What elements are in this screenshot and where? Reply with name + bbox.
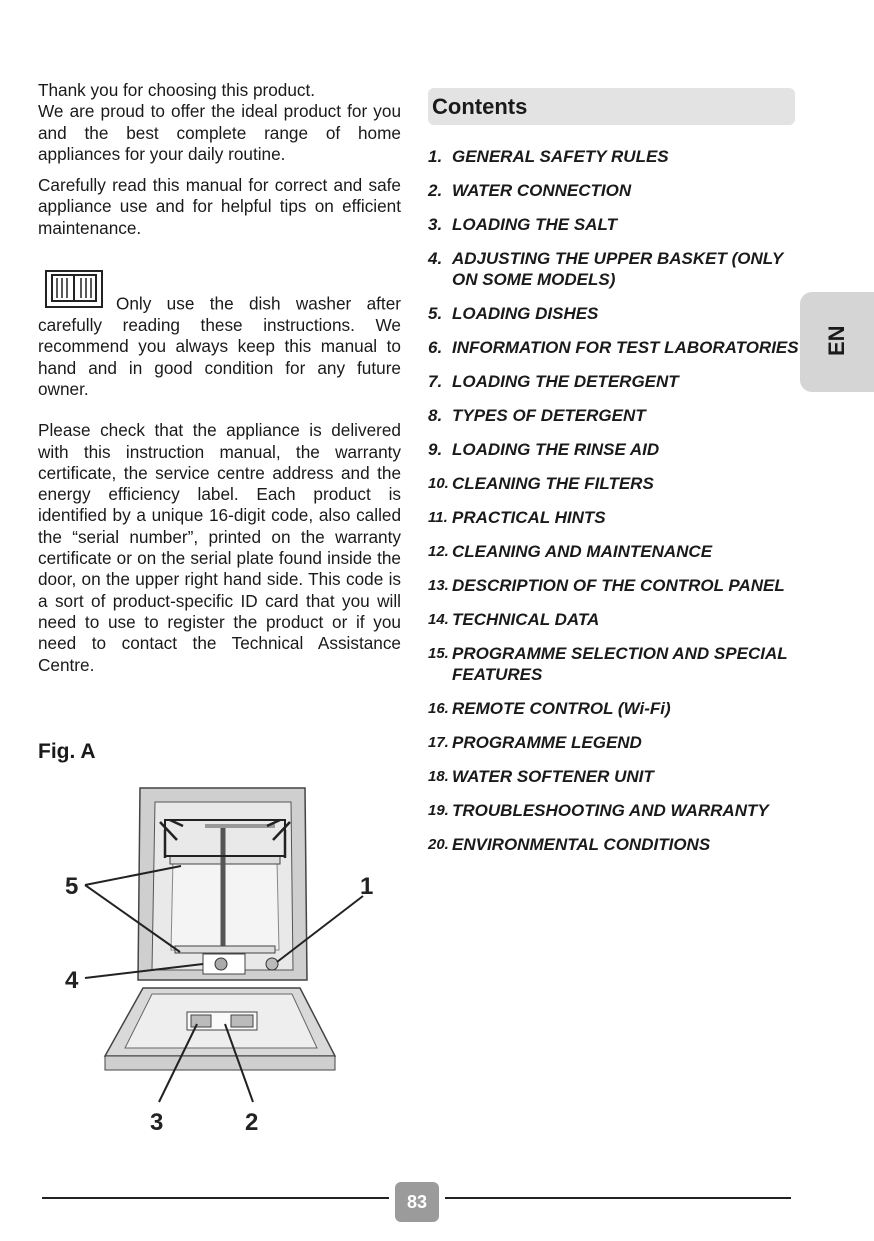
toc-item[interactable] [428, 214, 808, 235]
toc-item[interactable] [428, 698, 808, 719]
toc-number: 3. [428, 215, 443, 234]
toc-item[interactable] [428, 146, 808, 167]
toc-label: WATER SOFTENER UNIT [452, 767, 654, 786]
table-of-contents [428, 146, 808, 868]
toc-item[interactable] [428, 303, 808, 324]
toc-number: 10. [428, 475, 449, 492]
toc-number: 2. [428, 181, 443, 200]
toc-item[interactable] [428, 180, 808, 201]
toc-label: DESCRIPTION OF THE CONTROL PANEL [452, 576, 785, 595]
toc-number: 15. [428, 645, 449, 662]
toc-number: 13. [428, 577, 449, 594]
callout-4: 4 [65, 967, 79, 994]
toc-number: 16. [428, 700, 449, 717]
toc-item[interactable] [428, 541, 808, 562]
toc-item[interactable] [428, 800, 808, 821]
toc-item[interactable] [428, 609, 808, 630]
toc-label: LOADING THE DETERGENT [452, 372, 679, 391]
toc-number: 20. [428, 836, 449, 853]
contents-header [428, 88, 795, 125]
caution-text: Only use the dish washer after carefully reading these instructions. We recommend you always keep this manual to hand and in good condition for any future owner. [38, 293, 401, 399]
toc-label: WATER CONNECTION [452, 181, 632, 200]
toc-label: TROUBLESHOOTING AND WARRANTY [452, 801, 769, 820]
intro-column [38, 80, 401, 686]
toc-item[interactable] [428, 507, 808, 528]
footer-rule-left [42, 1197, 389, 1199]
contents-title: Contents [432, 94, 528, 119]
toc-item[interactable] [428, 575, 808, 596]
toc-label: LOADING THE RINSE AID [452, 440, 660, 459]
callout-3: 3 [150, 1109, 164, 1136]
toc-number: 1. [428, 147, 443, 166]
read-manual-paragraph: Carefully read this manual for correct and safe appliance use and for helpful tips on efficient maintenance. [38, 175, 401, 238]
serial-number-paragraph: Please check that the appliance is delivered with this instruction manual, the warranty certificate, the service centre address and the energy efficiency label. Each product is identified by a unique 16-digit code, also called the “serial number”, printed on the warranty certificate or on the serial plate found inside the door, on the upper right hand side. This code is a sort of product-specific ID card that you will need to use to register the product or if you need to contact the Technical Assistance Centre. [38, 420, 401, 675]
toc-label: ENVIRONMENTAL CONDITIONS [452, 835, 711, 854]
callout-2: 2 [245, 1109, 259, 1136]
footer-rule-right [445, 1197, 791, 1199]
toc-number: 8. [428, 406, 443, 425]
toc-item[interactable] [428, 337, 808, 358]
toc-label: LOADING DISHES [452, 304, 599, 323]
toc-label: INFORMATION FOR TEST LABORATORIES [452, 338, 799, 357]
toc-label: PRACTICAL HINTS [452, 508, 606, 527]
toc-item[interactable] [428, 248, 808, 290]
caution-paragraph [38, 269, 401, 400]
toc-item[interactable] [428, 371, 808, 392]
page-number: 83 [395, 1182, 439, 1222]
toc-label: TECHNICAL DATA [452, 610, 600, 629]
toc-label: GENERAL SAFETY RULES [452, 147, 669, 166]
toc-label: TYPES OF DETERGENT [452, 406, 646, 425]
toc-number: 18. [428, 768, 449, 785]
toc-number: 11. [428, 509, 448, 526]
toc-item[interactable] [428, 439, 808, 460]
toc-item[interactable] [428, 643, 808, 685]
language-tab [800, 292, 874, 392]
intro-line-1: Thank you for choosing this product. [38, 80, 316, 100]
toc-label: ADJUSTING THE UPPER BASKET (ONLY ON SOME MODELS) [452, 249, 783, 289]
toc-label: REMOTE CONTROL (Wi-Fi) [452, 699, 671, 718]
toc-number: 19. [428, 802, 449, 819]
toc-label: CLEANING THE FILTERS [452, 474, 654, 493]
dishwasher-illustration [55, 780, 395, 1140]
toc-item[interactable] [428, 405, 808, 426]
toc-number: 17. [428, 734, 449, 751]
toc-label: PROGRAMME LEGEND [452, 733, 642, 752]
manual-book-icon [44, 269, 104, 309]
callout-5: 5 [65, 873, 79, 900]
toc-item[interactable] [428, 473, 808, 494]
toc-number: 5. [428, 304, 443, 323]
intro-paragraph [38, 80, 401, 165]
toc-number: 6. [428, 338, 443, 357]
callout-1: 1 [360, 873, 374, 900]
toc-number: 4. [428, 249, 443, 268]
toc-item[interactable] [428, 766, 808, 787]
toc-number: 7. [428, 372, 443, 391]
toc-item[interactable] [428, 732, 808, 753]
toc-label: CLEANING AND MAINTENANCE [452, 542, 713, 561]
figure-title: Fig. A [38, 740, 96, 763]
toc-number: 9. [428, 440, 443, 459]
toc-label: LOADING THE SALT [452, 215, 617, 234]
toc-number: 14. [428, 611, 449, 628]
toc-item[interactable] [428, 834, 808, 855]
dishwasher-figure [55, 780, 395, 1140]
toc-label: PROGRAMME SELECTION AND SPECIAL FEATURES [452, 644, 788, 684]
language-label: EN [824, 325, 849, 356]
toc-number: 12. [428, 543, 449, 560]
intro-line-2: We are proud to offer the ideal product for you and the best complete range of home appliances for your daily routine. [38, 101, 401, 164]
